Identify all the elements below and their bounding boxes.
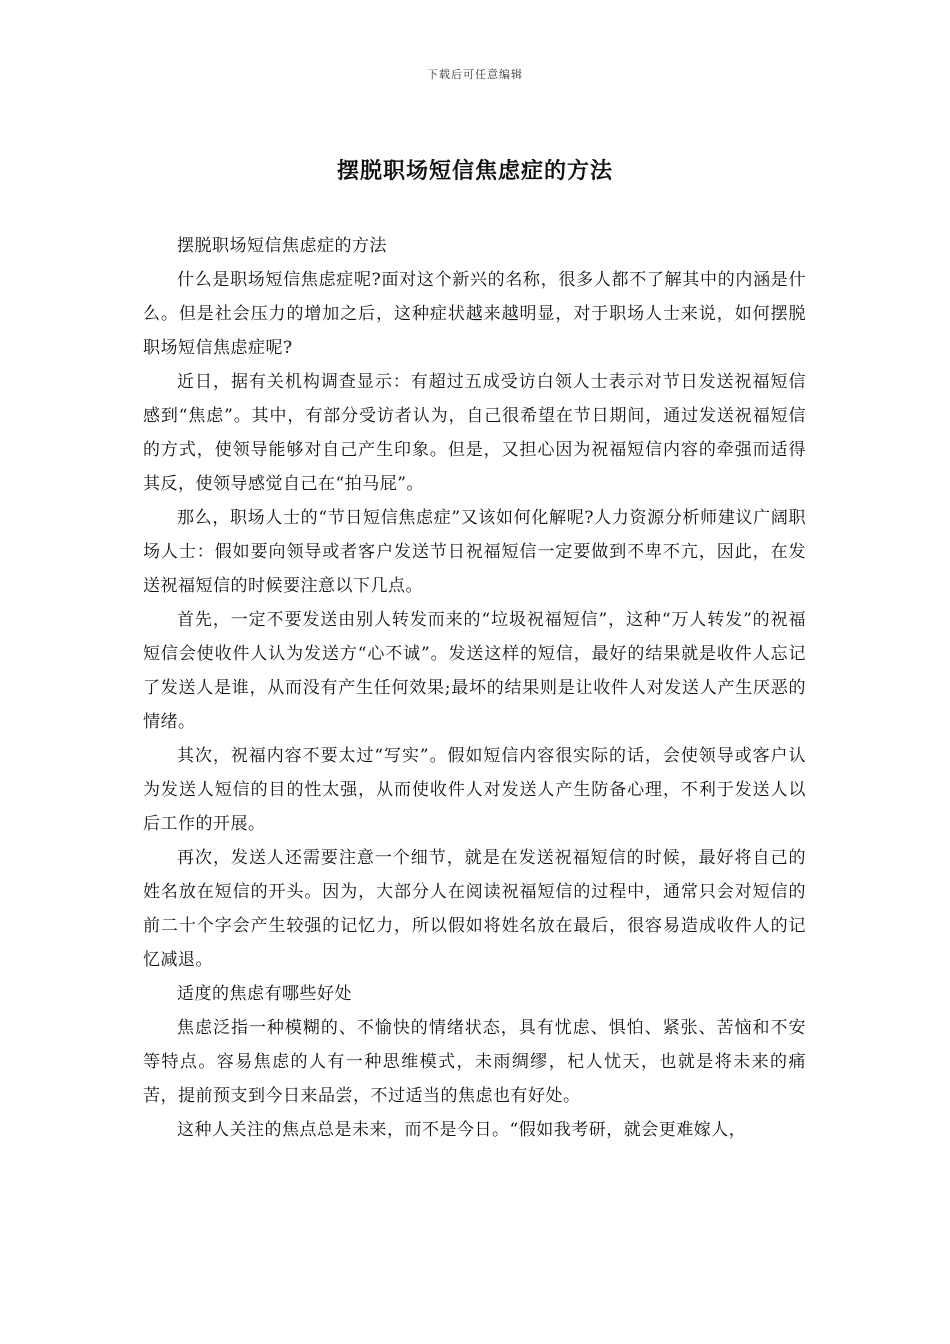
paragraph: 什么是职场短信焦虑症呢?面对这个新兴的名称，很多人都不了解其中的内涵是什么。但是社会压力的增加之后，这种症状越来越明显，对于职场人士来说，如何摆脱职场短信焦虑症呢?: [143, 270, 806, 358]
section-heading: 适度的焦虑有哪些好处: [177, 984, 352, 1004]
paragraph: 首先，一定不要发送由别人转发而来的“垃圾祝福短信”，这种“万人转发”的祝福短信会使收件人认为发送方“心不诚”。发送这样的短信，最好的结果就是收件人忘记了发送人是谁，从而没有产生任何效果;最坏的结果则是让收件人对发送人产生厌恶的情绪。: [143, 610, 806, 732]
paragraph: 焦虑泛指一种模糊的、不愉快的情绪状态，具有忧虑、惧怕、紧张、苦恼和不安等特点。容易焦虑的人有一种思维模式，未雨绸缪，杞人忧天，也就是将未来的痛苦，提前预支到今日来品尝，不过适当的焦虑也有好处。: [143, 1018, 806, 1106]
document-title: 摆脱职场短信焦虑症的方法: [336, 158, 613, 184]
paragraph: 摆脱职场短信焦虑症的方法: [177, 236, 387, 256]
document-body: [143, 229, 806, 1147]
paragraph: 再次，发送人还需要注意一个细节，就是在发送祝福短信的时候，最好将自己的姓名放在短信的开头。因为，大部分人在阅读祝福短信的过程中，通常只会对短信的前二十个字会产生较强的记忆力，所以假如将姓名放在最后，很容易造成收件人的记忆减退。: [143, 848, 806, 970]
paragraph: 其次，祝福内容不要太过“写实”。假如短信内容很实际的话，会使领导或客户认为发送人短信的目的性太强，从而使收件人对发送人产生防备心理，不利于发送人以后工作的开展。: [143, 746, 806, 834]
paragraph: 这种人关注的焦点总是未来，而不是今日。“假如我考研，就会更难嫁人，: [177, 1120, 747, 1140]
paragraph: 那么，职场人士的“节日短信焦虑症”又该如何化解呢?人力资源分析师建议广阔职场人士：假如要向领导或者客户发送节日祝福短信一定要做到不卑不亢，因此，在发送祝福短信的时候要注意以下几点。: [143, 508, 806, 596]
paragraph: 近日，据有关机构调查显示：有超过五成受访白领人士表示对节日发送祝福短信感到“焦虑”。其中，有部分受访者认为，自己很希望在节日期间，通过发送祝福短信的方式，使领导能够对自己产生印象。但是，又担心因为祝福短信内容的牵强而适得其反，使领导感觉自己在“拍马屁”。: [143, 372, 806, 494]
header-note: 下载后可任意编辑: [427, 68, 523, 81]
